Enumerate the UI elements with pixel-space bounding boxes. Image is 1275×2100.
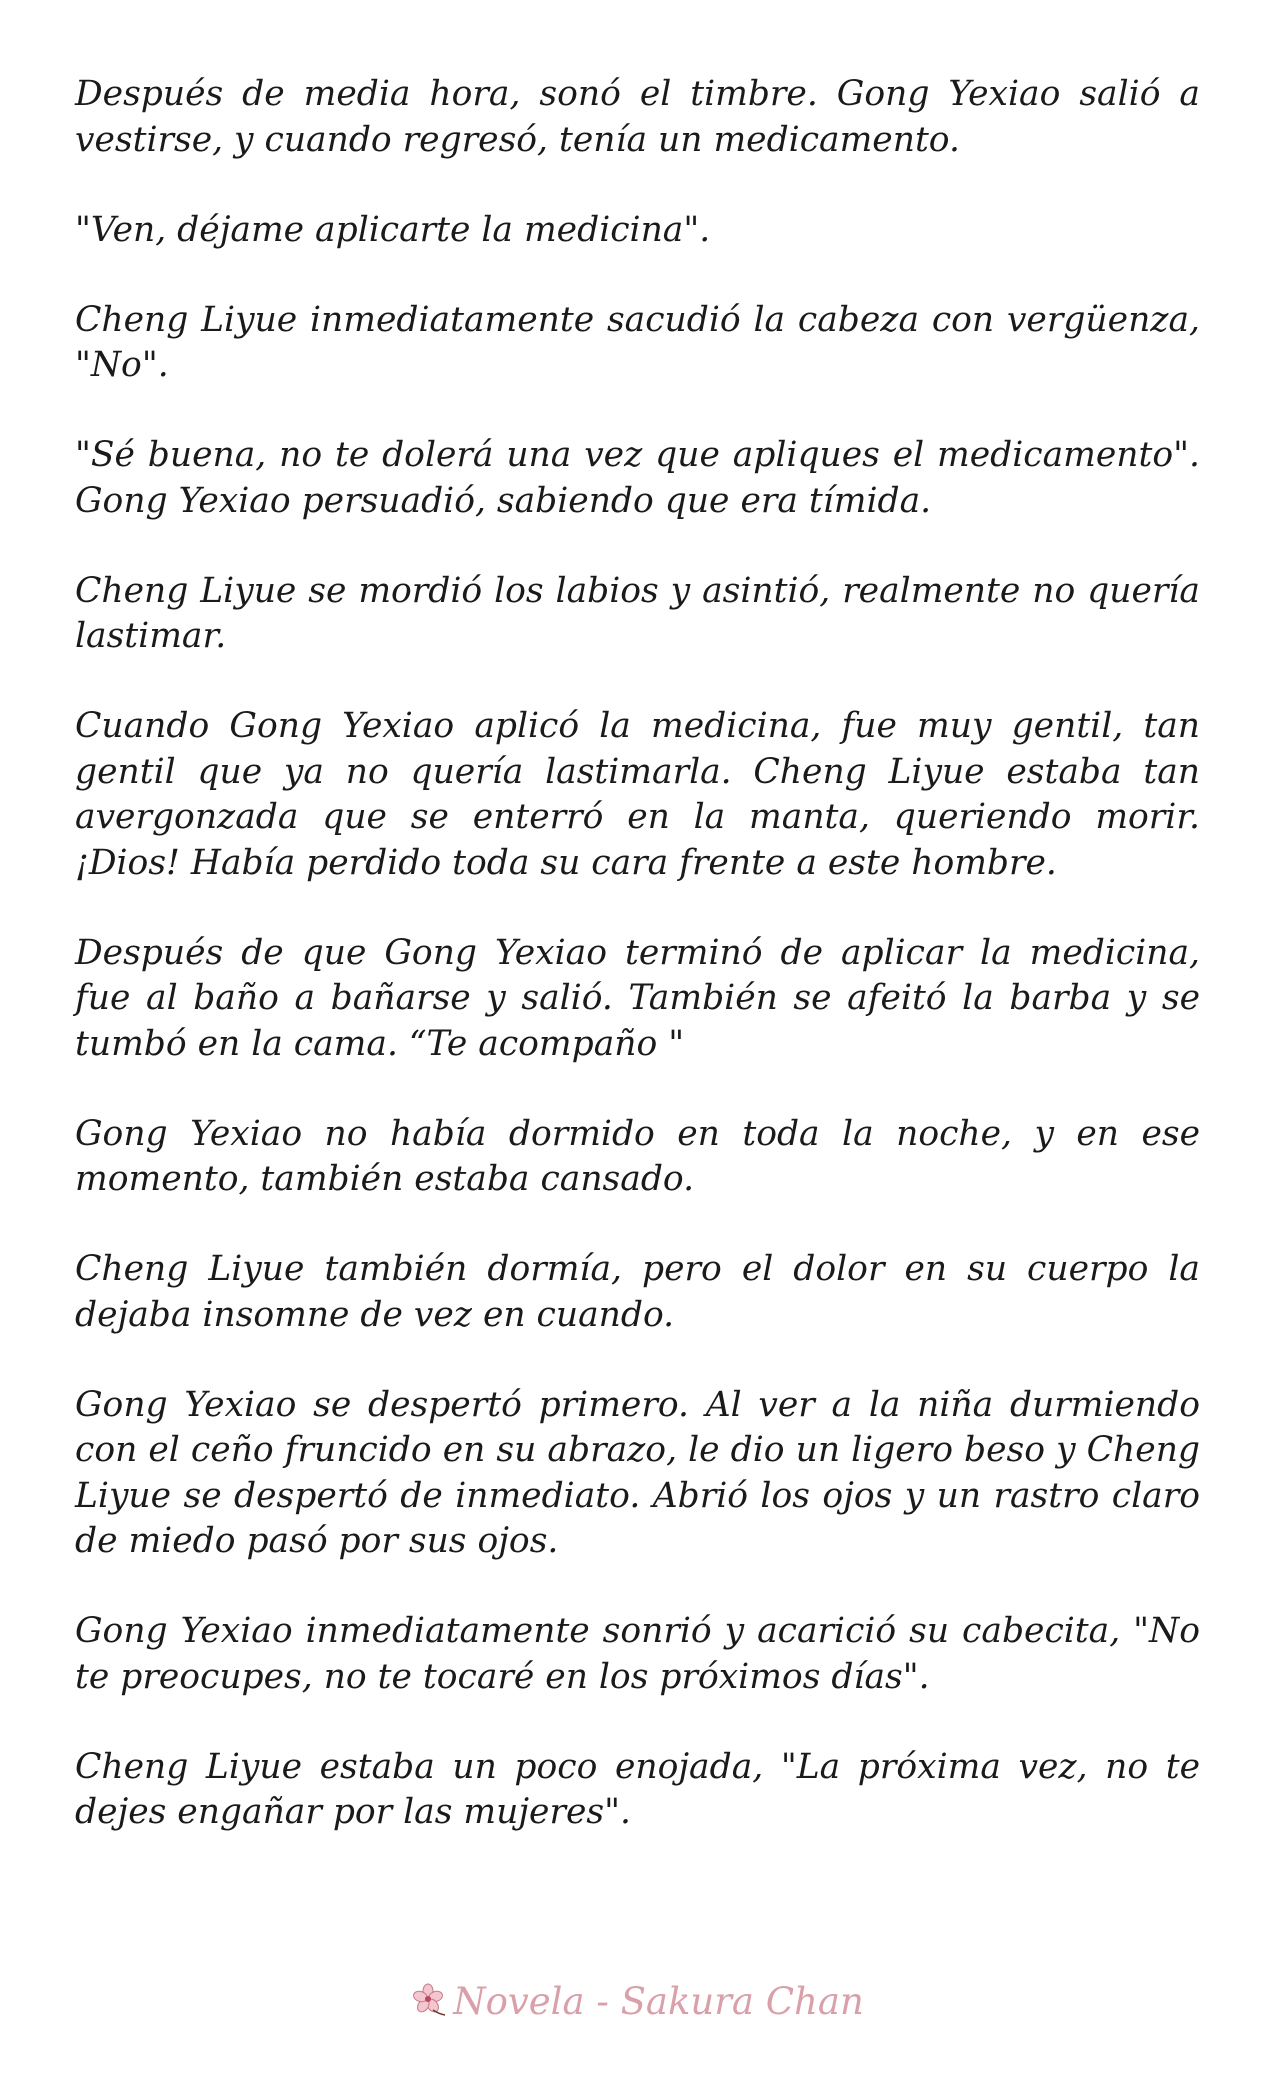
paragraph-8: Gong Yexiao no había dormido en toda la noche, y en ese momento, también estaba cansado. [75, 1113, 1200, 1199]
watermark [0, 1976, 1275, 2028]
paragraph-4: "Sé buena, no te dolerá una vez que apliques el medicamento". Gong Yexiao persuadió, sabiendo que era tímida. [75, 435, 1200, 521]
paragraph-7: Después de que Gong Yexiao terminó de aplicar la medicina, fue al baño a bañarse y salió. También se afeitó la barba y se tumbó en la cama. “Te acompaño " [75, 932, 1200, 1064]
paragraph-11: Gong Yexiao inmediatamente sonrió y acarició su cabecita, "No te preocupes, no te tocaré en los próximos días". [75, 1611, 1200, 1697]
paragraph-2: "Ven, déjame aplicarte la medicina". [75, 209, 711, 250]
cherry-blossom-icon [411, 1980, 447, 2016]
document-body [75, 72, 1200, 1880]
watermark-text: Novela - Sakura Chan [453, 1980, 864, 2023]
paragraph-6: Cuando Gong Yexiao aplicó la medicina, fue muy gentil, tan gentil que ya no quería lastimarla. Cheng Liyue estaba tan avergonzada que se enterró en la manta, queriendo morir. ¡Dios! Había perdido toda su cara frente a este hombre. [75, 706, 1200, 883]
paragraph-10: Gong Yexiao se despertó primero. Al ver a la niña durmiendo con el ceño fruncido en su abrazo, le dio un ligero beso y Cheng Liyue se despertó de inmediato. Abrió los ojos y un rastro claro de miedo pasó por sus ojos. [75, 1384, 1200, 1561]
paragraph-5: Cheng Liyue se mordió los labios y asintió, realmente no quería lastimar. [75, 570, 1200, 656]
paragraph-9: Cheng Liyue también dormía, pero el dolor en su cuerpo la dejaba insomne de vez en cuando. [75, 1249, 1200, 1335]
paragraph-3: Cheng Liyue inmediatamente sacudió la cabeza con vergüenza, "No". [75, 299, 1200, 385]
paragraph-12: Cheng Liyue estaba un poco enojada, "La próxima vez, no te dejes engañar por las mujeres". [75, 1746, 1200, 1832]
paragraph-1: Después de media hora, sonó el timbre. Gong Yexiao salió a vestirse, y cuando regresó, tenía un medicamento. [75, 74, 1200, 160]
